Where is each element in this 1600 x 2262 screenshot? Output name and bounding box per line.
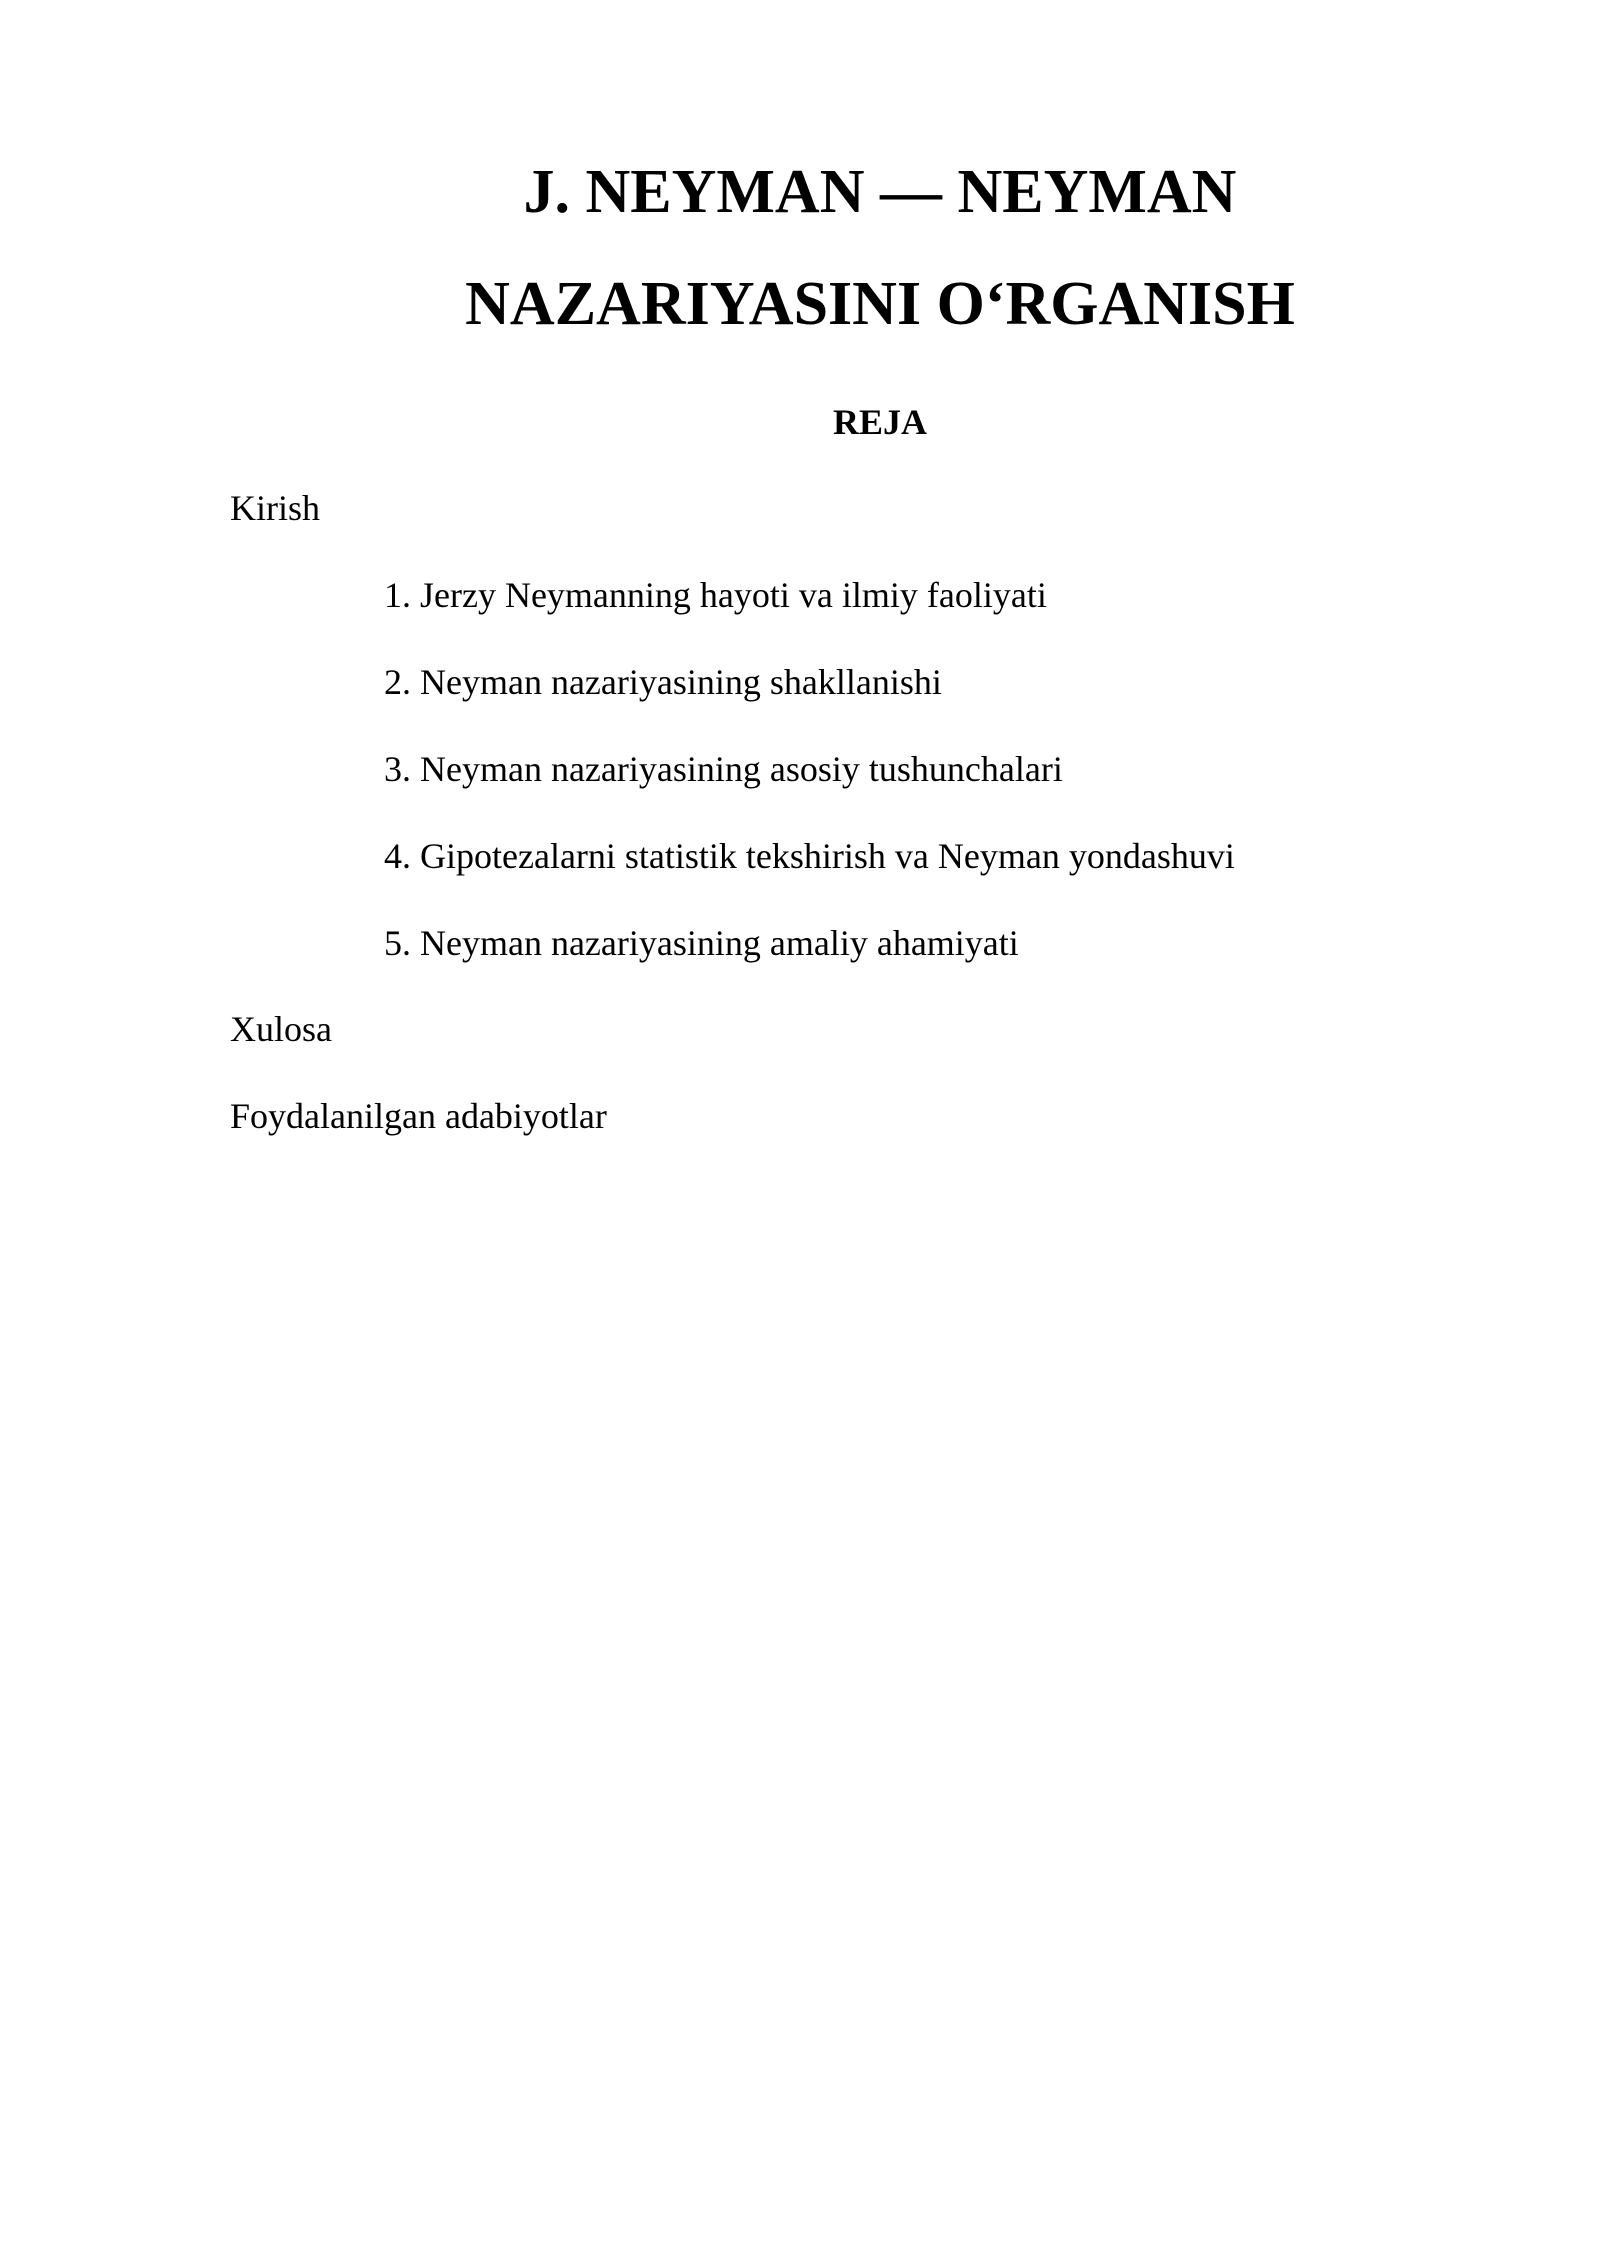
document-title-line-1: J. NEYMAN — NEYMAN [523, 158, 1237, 226]
plan-item-3: 3. Neyman nazariyasining asosiy tushunchalari [384, 749, 1063, 789]
plan-heading: REJA [832, 402, 927, 442]
plan-conclusion: Xulosa [230, 1009, 332, 1049]
document-title-line-2: NAZARIYASINI O‘RGANISH [465, 270, 1295, 338]
plan-references: Foydalanilgan adabiyotlar [230, 1096, 607, 1136]
plan-intro: Kirish [230, 488, 320, 528]
plan-item-5: 5. Neyman nazariyasining amaliy ahamiyati [384, 923, 1019, 963]
plan-item-1: 1. Jerzy Neymanning hayoti va ilmiy faoliyati [384, 575, 1047, 615]
plan-item-4: 4. Gipotezalarni statistik tekshirish va Neyman yondashuvi [384, 836, 1235, 876]
plan-item-2: 2. Neyman nazariyasining shakllanishi [384, 662, 942, 702]
